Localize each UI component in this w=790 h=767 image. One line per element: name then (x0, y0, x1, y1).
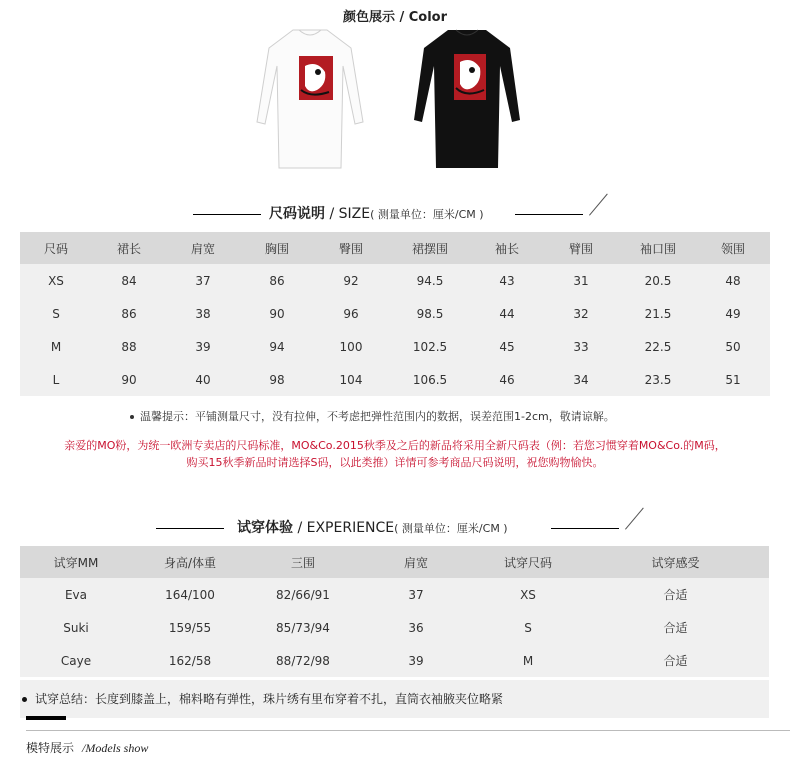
table-cell: 88 (121, 339, 137, 354)
summary-accent-bar (26, 716, 66, 720)
table-cell: 38 (195, 306, 211, 321)
table-cell: 37 (195, 273, 211, 288)
experience-section-heading (0, 517, 790, 541)
experience-col-header: 身高/体重 (132, 546, 248, 578)
table-cell: 39 (408, 653, 424, 668)
white-dress-icon (255, 26, 365, 172)
table-row (20, 330, 770, 363)
table-cell: 合适 (663, 588, 688, 602)
table-cell: 46 (499, 372, 515, 387)
table-cell: 106.5 (412, 372, 448, 387)
table-cell: 22.5 (644, 339, 672, 354)
table-cell: 33 (573, 339, 589, 354)
table-cell: 84 (121, 273, 137, 288)
experience-col-header: 三围 (248, 546, 358, 578)
size-col-header: 臀围 (314, 232, 388, 264)
size-col-header: 袖口围 (620, 232, 696, 264)
table-cell: 94 (269, 339, 285, 354)
table-row (20, 578, 769, 611)
size-col-header: 尺码 (20, 232, 92, 264)
table-cell: S (52, 306, 60, 321)
table-cell: 21.5 (644, 306, 672, 321)
table-row (20, 644, 769, 677)
table-cell: 98.5 (416, 306, 444, 321)
experience-table (20, 546, 769, 677)
table-row (20, 363, 770, 396)
black-dress-image (412, 26, 522, 172)
table-cell: 23.5 (644, 372, 672, 387)
table-row (20, 611, 769, 644)
table-cell: 44 (499, 306, 515, 321)
size-table (20, 232, 770, 396)
experience-heading-label: 试穿体验 / EXPERIENCE( 测量单位：厘米/CM ) (237, 520, 508, 536)
size-notice-line-2: 购买15秋季新品时请选择S码，以此类推）详情可参考商品尺码说明，祝您购物愉快。 (186, 456, 604, 469)
size-section-heading (0, 203, 790, 227)
table-cell: 合适 (663, 654, 688, 668)
size-col-header: 臂围 (542, 232, 620, 264)
black-dress-icon (412, 26, 522, 172)
size-col-header: 袖长 (472, 232, 542, 264)
table-cell: 92 (343, 273, 359, 288)
bullet-icon (22, 697, 27, 702)
table-cell: XS (520, 587, 536, 602)
size-heading-label: 尺码说明 / SIZE( 测量单位：厘米/CM ) (269, 206, 484, 222)
table-cell: 49 (725, 306, 741, 321)
color-section-title: 颜色展示 / Color (342, 10, 448, 25)
table-cell: 162/58 (168, 653, 212, 668)
table-cell: 合适 (663, 621, 688, 635)
experience-summary: 试穿总结：长度到膝盖上，棉料略有弹性，珠片绣有里布穿着不扎，直筒衣袖腋夹位略紧 (22, 690, 503, 707)
size-col-header: 肩宽 (166, 232, 240, 264)
table-cell: 86 (121, 306, 137, 321)
table-row (20, 264, 770, 297)
table-cell: 45 (499, 339, 515, 354)
size-col-header: 领围 (696, 232, 770, 264)
table-cell: 51 (725, 372, 741, 387)
models-section-label: 模特展示 /Models show (26, 741, 149, 755)
table-cell: 39 (195, 339, 211, 354)
table-cell: 90 (269, 306, 285, 321)
experience-col-header: 肩宽 (358, 546, 474, 578)
bullet-icon (130, 415, 134, 419)
table-cell: 48 (725, 273, 741, 288)
table-cell: 164/100 (165, 587, 215, 602)
table-cell: M (522, 653, 534, 668)
size-col-header: 胸围 (240, 232, 314, 264)
table-cell: Caye (60, 653, 92, 668)
table-cell: 94.5 (416, 273, 444, 288)
table-cell: 43 (499, 273, 515, 288)
table-cell: 90 (121, 372, 137, 387)
table-row (20, 297, 770, 330)
table-cell: M (50, 339, 62, 354)
size-col-header: 裙长 (92, 232, 166, 264)
table-cell: 86 (269, 273, 285, 288)
experience-table-header (20, 546, 769, 578)
white-dress-image (255, 26, 365, 172)
table-cell: XS (48, 273, 64, 288)
table-cell: 34 (573, 372, 589, 387)
size-tip: 温馨提示：平铺测量尺寸，没有拉伸，不考虑把弹性范围内的数据，误差范围1-2cm，敬请谅解。 (130, 408, 615, 424)
size-notice-line-1: 亲爱的MO粉，为统一欧洲专卖店的尺码标准，MO&Co.2015秋季及之后的新品将采用全新尺码表（例：若您习惯穿着MO&Co.的M码， (64, 439, 726, 452)
table-cell: 85/73/94 (276, 620, 330, 635)
table-cell: 104 (339, 372, 363, 387)
table-cell: L (52, 372, 60, 387)
table-cell: 40 (195, 372, 211, 387)
table-cell: 98 (269, 372, 285, 387)
table-cell: 20.5 (644, 273, 672, 288)
size-table-header (20, 232, 770, 264)
experience-col-header: 试穿MM (20, 546, 132, 578)
table-cell: 96 (343, 306, 359, 321)
table-cell: 82/66/91 (276, 587, 330, 602)
table-cell: 36 (408, 620, 424, 635)
table-cell: 102.5 (412, 339, 448, 354)
table-cell: 31 (573, 273, 589, 288)
table-cell: Eva (64, 587, 88, 602)
table-cell: S (524, 620, 532, 635)
experience-col-header: 试穿感受 (582, 546, 769, 578)
table-cell: 32 (573, 306, 589, 321)
table-cell: 37 (408, 587, 424, 602)
table-cell: Suki (63, 620, 89, 635)
table-cell: 159/55 (168, 620, 212, 635)
table-cell: 100 (339, 339, 363, 354)
table-cell: 50 (725, 339, 741, 354)
models-divider (26, 730, 790, 731)
experience-col-header: 试穿尺码 (474, 546, 582, 578)
table-cell: 88/72/98 (276, 653, 330, 668)
size-col-header: 裙摆围 (388, 232, 472, 264)
